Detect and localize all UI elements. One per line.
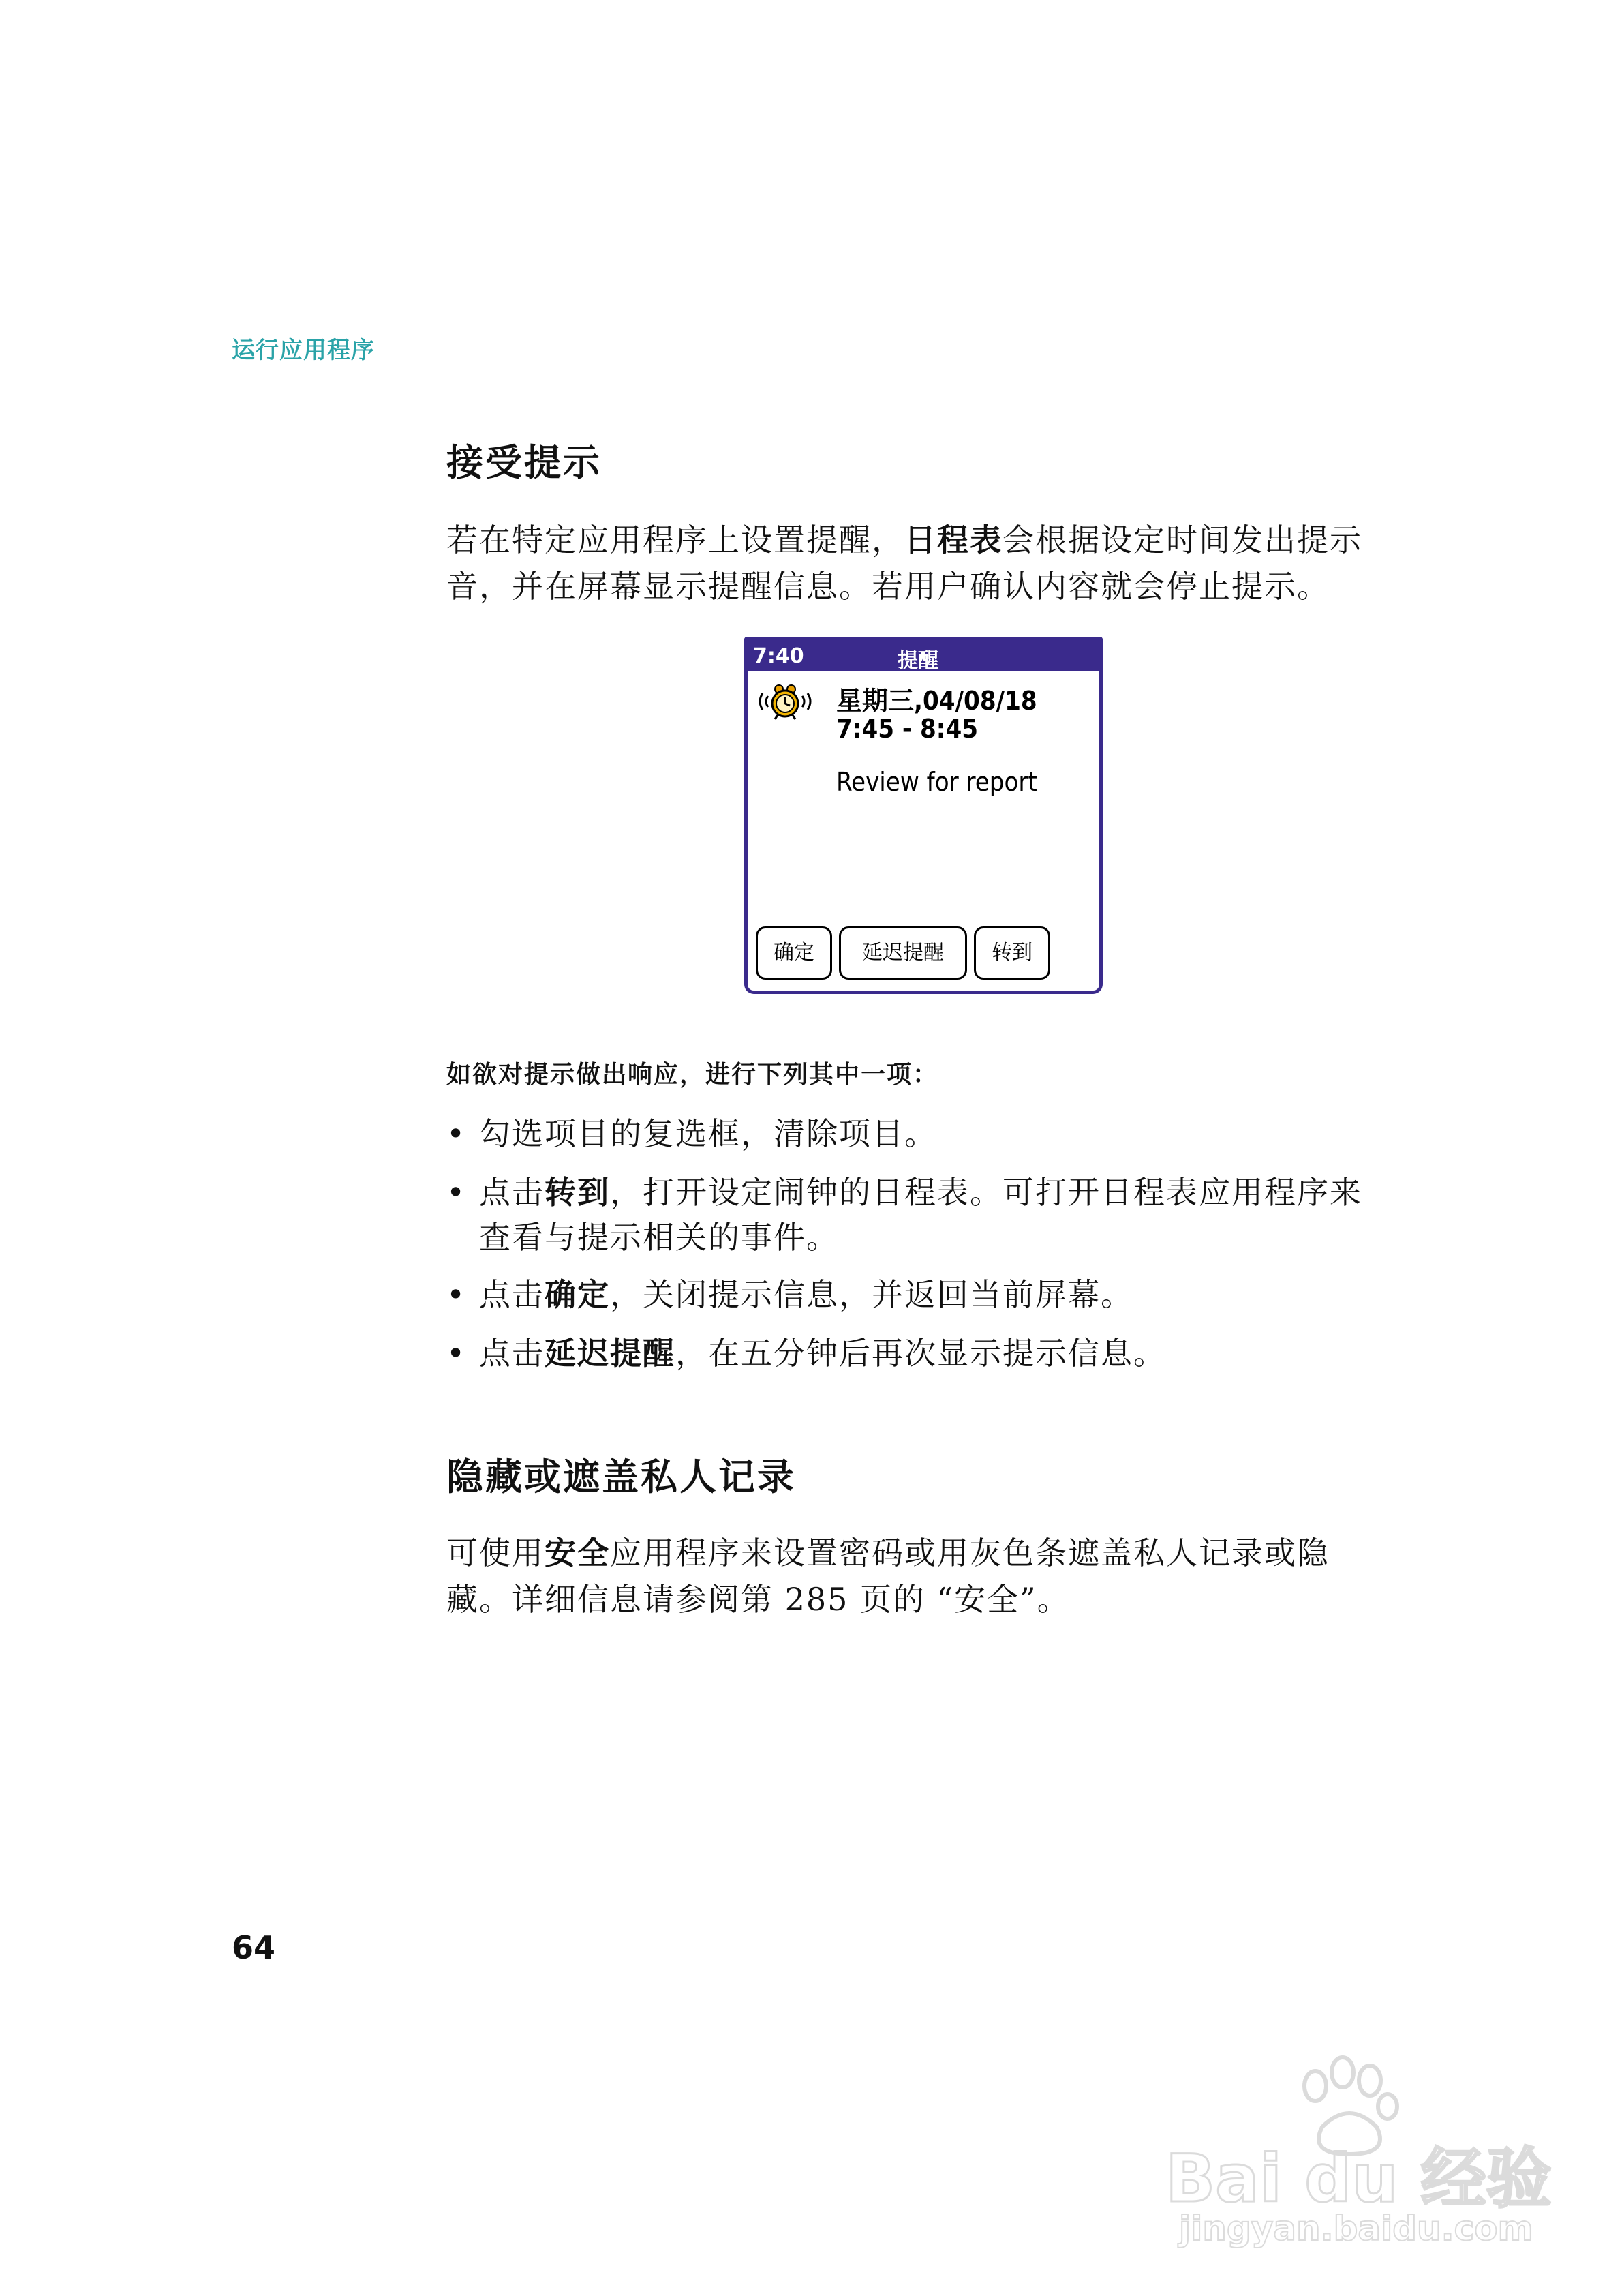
lead-in: 如欲对提示做出响应，进行下列其中一项：: [446, 1061, 939, 1089]
text-span: 应用程序来设置密码或用灰色条遮盖私人记录或隐: [610, 1535, 1330, 1571]
bullet-dot: •: [446, 1276, 467, 1313]
bullet-text: [479, 1111, 1401, 1156]
list-item: [446, 1170, 1401, 1260]
text-span: ，打开设定闹钟的日程表。可打开日程表应用程序来: [610, 1174, 1362, 1211]
section1-paragraph-line1: [446, 517, 1435, 563]
bold-term-goto: 转到: [545, 1174, 610, 1211]
bullet-dot: •: [446, 1174, 467, 1211]
bold-term-calendar: 日程表: [904, 522, 1003, 558]
section2-paragraph-line1: [446, 1530, 1435, 1576]
text-span: 勾选项目的复选框，清除项目。: [479, 1115, 937, 1152]
alarm-clock-icon: [754, 681, 816, 722]
alert-date: 星期三,04/08/18: [836, 686, 1037, 716]
text-span: 会根据设定时间发出提示: [1003, 522, 1362, 558]
status-time: 7:40: [753, 644, 804, 668]
section1-paragraph-line2: 音，并在屏幕显示提醒信息。若用户确认内容就会停止提示。: [446, 568, 1330, 605]
section2-paragraph-line2: 藏。详细信息请参阅第 285 页的 “安全”。: [446, 1581, 1070, 1618]
bullet-text: [479, 1331, 1401, 1376]
bullet-text: [479, 1170, 1401, 1260]
section1-paragraph: [446, 517, 1435, 609]
bullet-dot: •: [446, 1115, 467, 1152]
list-item: [446, 1331, 1401, 1376]
bullet-text: [479, 1272, 1401, 1317]
watermark-brand: Bai du 经验: [1165, 2141, 1552, 2217]
bold-term-security: 安全: [545, 1535, 610, 1571]
snooze-button[interactable]: 延迟提醒: [839, 926, 967, 980]
list-item: [446, 1272, 1401, 1317]
section-heading-hide-records: 隐藏或遮盖私人记录: [446, 1455, 796, 1498]
watermark-url: jingyan.baidu.com: [1179, 2209, 1533, 2248]
text-span: 点击: [479, 1335, 545, 1372]
text-span: ，在五分钟后再次显示提示信息。: [675, 1335, 1166, 1372]
running-head: 运行应用程序: [232, 337, 375, 364]
baidu-watermark: [1159, 2045, 1567, 2263]
alert-description: Review for report: [836, 767, 1037, 797]
section-heading-receive-alerts: 接受提示: [446, 441, 602, 484]
list-item: [446, 1111, 1401, 1156]
section2-paragraph: [446, 1530, 1435, 1622]
text-span: 查看与提示相关的事件。: [479, 1219, 839, 1256]
goto-button[interactable]: 转到: [974, 926, 1050, 980]
alert-time-range: 7:45 - 8:45: [836, 714, 979, 744]
ok-button[interactable]: 确定: [756, 926, 832, 980]
bold-term-snooze: 延迟提醒: [545, 1335, 675, 1372]
bold-term-ok: 确定: [545, 1276, 610, 1313]
alert-title: 提醒: [898, 649, 938, 673]
text-span: 若在特定应用程序上设置提醒，: [446, 522, 904, 558]
text-span: ，关闭提示信息，并返回当前屏幕。: [610, 1276, 1133, 1313]
alert-screenshot: [744, 637, 1103, 994]
text-span: 点击: [479, 1276, 545, 1313]
page-number: 64: [232, 1929, 276, 1966]
bullet-dot: •: [446, 1335, 467, 1372]
text-span: 点击: [479, 1174, 545, 1211]
alert-titlebar: [748, 640, 1099, 671]
text-span: 可使用: [446, 1535, 545, 1571]
